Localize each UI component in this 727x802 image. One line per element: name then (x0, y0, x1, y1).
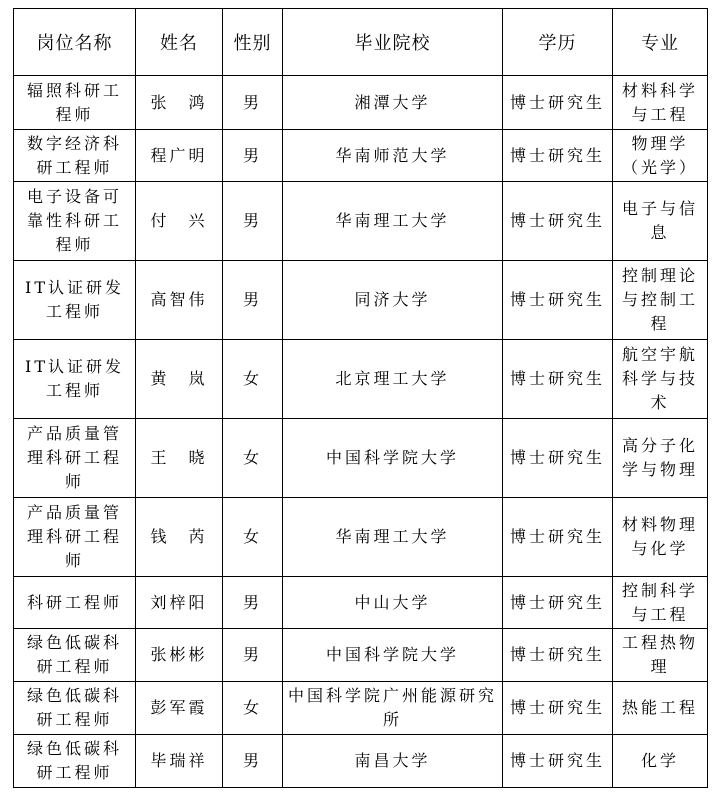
header-row (14, 9, 708, 76)
cell-gender: 女 (223, 498, 283, 577)
cell-position: 绿色低碳科研工程师 (14, 682, 136, 735)
cell-school: 同济大学 (283, 261, 503, 340)
cell-gender: 男 (223, 261, 283, 340)
cell-school: 中国科学院大学 (283, 419, 503, 498)
header-major: 专业 (613, 9, 708, 76)
cell-position: IT认证研发工程师 (14, 340, 136, 419)
cell-name: 程广明 (136, 130, 223, 182)
cell-gender: 男 (223, 629, 283, 682)
cell-school: 南昌大学 (283, 735, 503, 788)
personnel-table (13, 8, 708, 788)
cell-major: 控制科学与工程 (613, 577, 708, 629)
header-name: 姓名 (136, 9, 223, 76)
cell-position: 辐照科研工程师 (14, 76, 136, 130)
cell-major: 材料科学与工程 (613, 76, 708, 130)
cell-major: 热能工程 (613, 682, 708, 735)
cell-degree: 博士研究生 (503, 340, 613, 419)
cell-major: 航空宇航科学与技术 (613, 340, 708, 419)
cell-degree: 博士研究生 (503, 577, 613, 629)
cell-name: 钱 芮 (136, 498, 223, 577)
cell-gender: 女 (223, 340, 283, 419)
header-gender: 性别 (223, 9, 283, 76)
cell-gender: 男 (223, 577, 283, 629)
cell-name: 黄 岚 (136, 340, 223, 419)
cell-position: 产品质量管理科研工程师 (14, 498, 136, 577)
cell-degree: 博士研究生 (503, 261, 613, 340)
cell-school: 华南理工大学 (283, 182, 503, 261)
cell-position: 产品质量管理科研工程师 (14, 419, 136, 498)
cell-gender: 男 (223, 130, 283, 182)
cell-position: 绿色低碳科研工程师 (14, 629, 136, 682)
table-row (14, 182, 708, 261)
cell-school: 华南理工大学 (283, 498, 503, 577)
cell-name: 刘梓阳 (136, 577, 223, 629)
table-row (14, 419, 708, 498)
cell-school: 中国科学院大学 (283, 629, 503, 682)
cell-gender: 女 (223, 419, 283, 498)
cell-degree: 博士研究生 (503, 682, 613, 735)
cell-gender: 男 (223, 735, 283, 788)
cell-name: 毕瑞祥 (136, 735, 223, 788)
cell-major: 控制理论与控制工程 (613, 261, 708, 340)
cell-degree: 博士研究生 (503, 130, 613, 182)
table-row (14, 261, 708, 340)
cell-school: 北京理工大学 (283, 340, 503, 419)
header-school: 毕业院校 (283, 9, 503, 76)
cell-position: 数字经济科研工程师 (14, 130, 136, 182)
cell-school: 华南师范大学 (283, 130, 503, 182)
cell-major: 工程热物理 (613, 629, 708, 682)
cell-name: 张 鸿 (136, 76, 223, 130)
cell-position: 绿色低碳科研工程师 (14, 735, 136, 788)
table-row (14, 735, 708, 788)
cell-name: 张彬彬 (136, 629, 223, 682)
table-row (14, 498, 708, 577)
cell-major: 化学 (613, 735, 708, 788)
cell-degree: 博士研究生 (503, 419, 613, 498)
cell-degree: 博士研究生 (503, 629, 613, 682)
cell-name: 付 兴 (136, 182, 223, 261)
cell-position: 科研工程师 (14, 577, 136, 629)
cell-major: 高分子化学与物理 (613, 419, 708, 498)
cell-name: 高智伟 (136, 261, 223, 340)
cell-school: 中国科学院广州能源研究所 (283, 682, 503, 735)
table-row (14, 76, 708, 130)
cell-gender: 女 (223, 682, 283, 735)
cell-major: 电子与信息 (613, 182, 708, 261)
header-degree: 学历 (503, 9, 613, 76)
cell-degree: 博士研究生 (503, 76, 613, 130)
table-row (14, 682, 708, 735)
cell-degree: 博士研究生 (503, 182, 613, 261)
cell-school: 中山大学 (283, 577, 503, 629)
table-row (14, 577, 708, 629)
cell-name: 彭军霞 (136, 682, 223, 735)
cell-name: 王 晓 (136, 419, 223, 498)
cell-position: 电子设备可靠性科研工程师 (14, 182, 136, 261)
table-row (14, 130, 708, 182)
cell-major: 材料物理与化学 (613, 498, 708, 577)
cell-major: 物理学（光学） (613, 130, 708, 182)
cell-degree: 博士研究生 (503, 735, 613, 788)
table-row (14, 340, 708, 419)
cell-degree: 博士研究生 (503, 498, 613, 577)
cell-gender: 男 (223, 76, 283, 130)
table-row (14, 629, 708, 682)
cell-position: IT认证研发工程师 (14, 261, 136, 340)
cell-school: 湘潭大学 (283, 76, 503, 130)
header-position: 岗位名称 (14, 9, 136, 76)
cell-gender: 男 (223, 182, 283, 261)
